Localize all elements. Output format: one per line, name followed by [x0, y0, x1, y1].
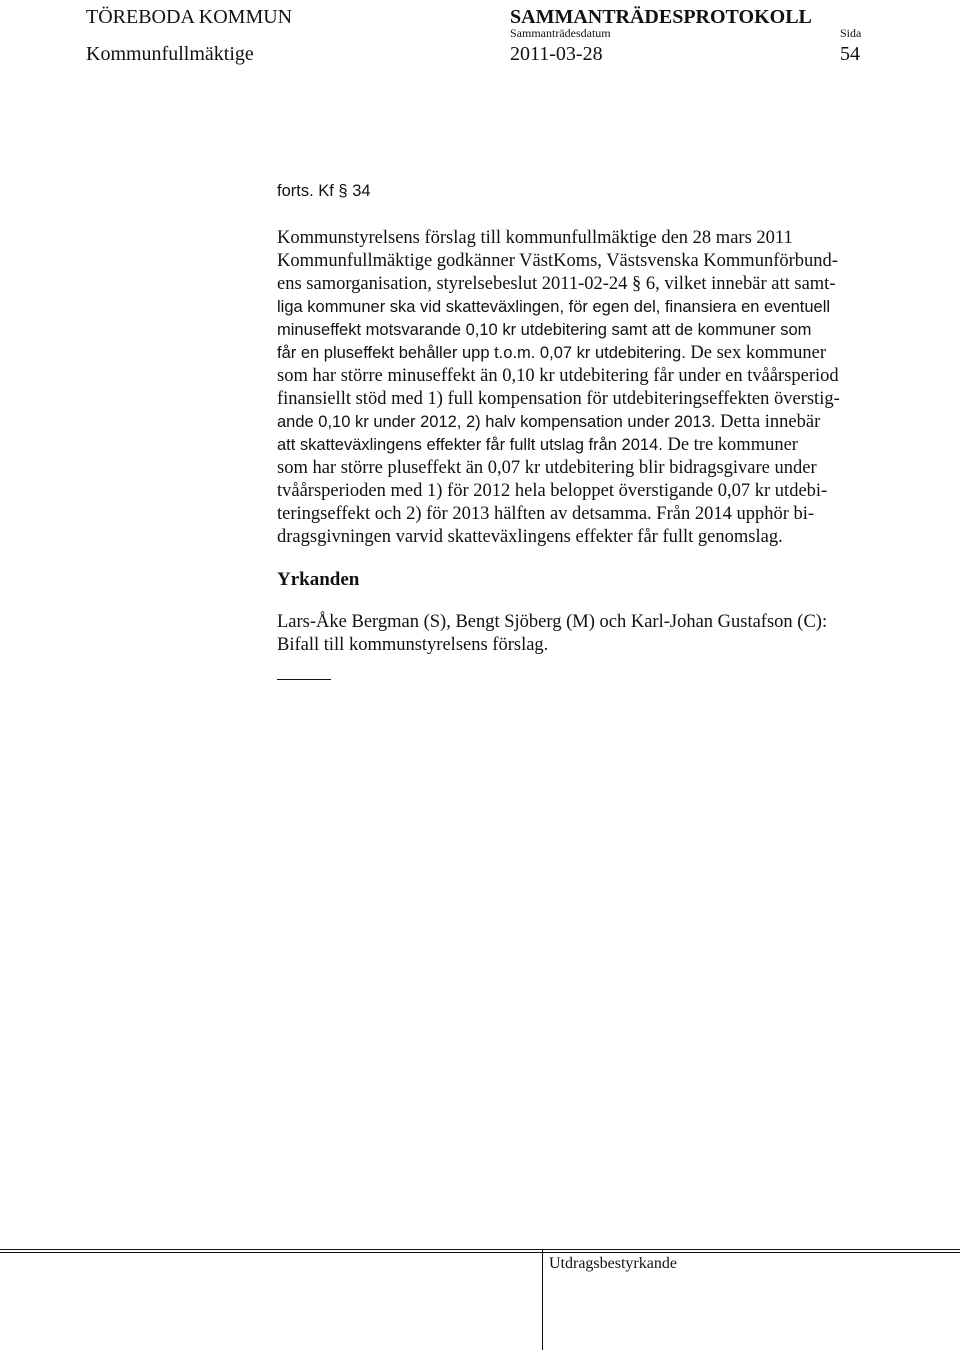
- paragraph-line: [277, 503, 897, 526]
- paragraph-line-text: ande 0,10 kr under 2012, 2) halv kompensation under 2013.: [277, 413, 716, 431]
- end-divider: [277, 679, 331, 680]
- section-heading-yrkanden: Yrkanden: [277, 569, 360, 590]
- paragraph-line: som har större minuseffekt än 0,10 kr utdebitering får under en tvåårsperiod: [277, 366, 839, 386]
- paragraph-line-text: får en pluseffekt behåller upp t.o.m. 0,07 kr utdebitering.: [277, 344, 686, 362]
- section-reference: forts. Kf § 34: [277, 182, 371, 200]
- paragraph-line-tail: Från 2014 upphör bi-: [651, 504, 815, 524]
- paragraph-line: ens samorganisation, styrelsebeslut 2011-02-24 § 6, vilket innebär att samt-: [277, 274, 836, 294]
- paragraph-line: minuseffekt motsvarande 0,10 kr utdebitering samt att de kommuner som: [277, 321, 812, 339]
- paragraph-line: Kommunstyrelsens förslag till kommunfullmäktige den 28 mars 2011: [277, 228, 793, 248]
- municipality-name: TÖREBODA KOMMUN: [86, 6, 293, 28]
- paragraph-line-text: att skatteväxlingens effekter får fullt utslag från 2014.: [277, 436, 663, 454]
- footer-divider: [542, 1249, 543, 1350]
- paragraph-line-tail: De sex kommuner: [685, 343, 827, 363]
- paragraph-line: finansiellt stöd med 1) full kompensation för utdebiteringseffekten överstig-: [277, 389, 840, 409]
- paragraph-line: dragsgivningen varvid skatteväxlingens effekter får fullt genomslag.: [277, 527, 783, 547]
- footer-rule: [0, 1249, 960, 1250]
- date-label: Sammanträdesdatum: [510, 26, 611, 40]
- paragraph-line-tail: Detta innebär: [715, 412, 821, 432]
- paragraph-line: [277, 434, 897, 457]
- footer-rule: [0, 1252, 960, 1253]
- meeting-date: 2011-03-28: [510, 43, 603, 65]
- paragraph-line-text: teringseffekt och 2) för 2013 hälften av detsamma.: [277, 504, 652, 524]
- document-type: SAMMANTRÄDESPROTOKOLL: [510, 6, 812, 28]
- extract-certification-label: Utdragsbestyrkande: [549, 1255, 677, 1272]
- paragraph-line-tail: De tre kommuner: [662, 435, 798, 455]
- body-name: Kommunfullmäktige: [86, 43, 254, 65]
- paragraph-line: [277, 342, 897, 365]
- page-number: 54: [840, 43, 860, 65]
- paragraph-line: [277, 411, 897, 434]
- paragraph-line: som har större pluseffekt än 0,07 kr utdebitering blir bidragsgivare under: [277, 458, 817, 478]
- motion-line: Lars-Åke Bergman (S), Bengt Sjöberg (M) och Karl-Johan Gustafson (C):: [277, 612, 828, 632]
- document-body: [277, 180, 897, 680]
- paragraph-line: Kommunfullmäktige godkänner VästKoms, Västsvenska Kommunförbund-: [277, 251, 838, 271]
- paragraph-line: tvåårsperioden med 1) för 2012 hela beloppet överstigande 0,07 kr utdebi-: [277, 481, 828, 501]
- motion-line: Bifall till kommunstyrelsens förslag.: [277, 635, 549, 655]
- paragraph-line: liga kommuner ska vid skatteväxlingen, för egen del, finansiera en eventuell: [277, 298, 831, 316]
- page-label: Sida: [840, 26, 862, 40]
